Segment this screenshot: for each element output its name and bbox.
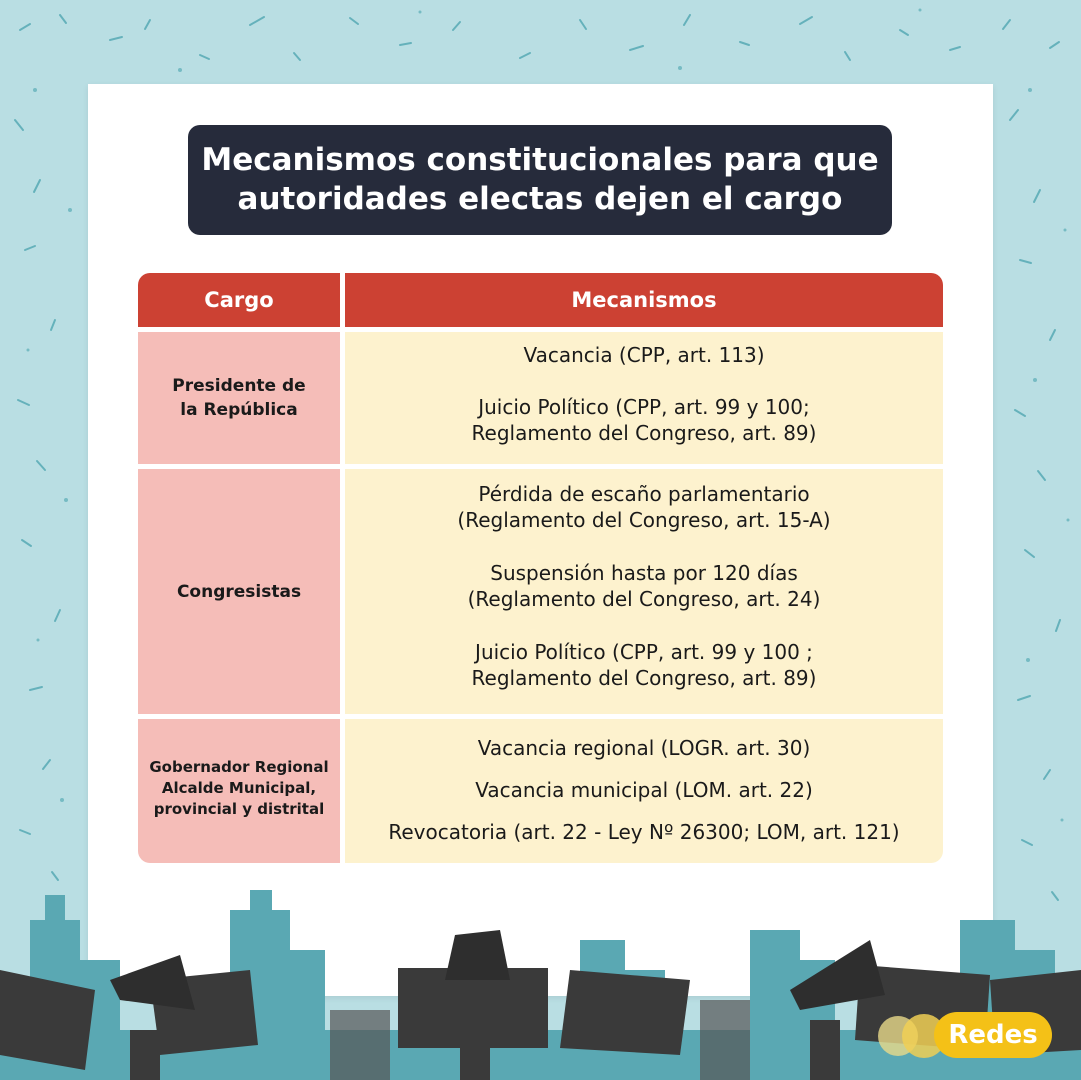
header-cargo: Cargo <box>138 273 340 327</box>
mecanismo-item: Vacancia (CPP, art. 113) <box>523 343 765 367</box>
cargo-label: Congresistas <box>176 581 302 602</box>
mecanismo-item: Revocatoria (art. 22 - Ley Nº 26300; LOM, art. 121) <box>388 820 900 844</box>
table-row-mecanismos <box>345 719 943 863</box>
logo-text: Redes <box>934 1012 1052 1058</box>
mecanismo-item: Suspensión hasta por 120 días (Reglamento del Congreso, art. 24) <box>467 561 821 611</box>
table-row-cargo <box>138 469 340 714</box>
mecanismo-item: Vacancia regional (LOGR. art. 30) <box>477 736 811 760</box>
redes-logo <box>878 1010 1054 1062</box>
mecanismo-item: Juicio Político (CPP, art. 99 y 100; Reglamento del Congreso, art. 89) <box>471 395 817 445</box>
cargo-label: Gobernador Regional Alcalde Municipal, provincial y distrital <box>149 758 329 818</box>
title-banner <box>188 125 892 235</box>
page-title: Mecanismos constitucionales para que autoridades electas dejen el cargo <box>201 142 879 217</box>
header-mecanismos: Mecanismos <box>345 273 943 327</box>
table-row-mecanismos <box>345 469 943 714</box>
table-row-cargo <box>138 332 340 464</box>
mecanismo-item: Vacancia municipal (LOM. art. 22) <box>475 778 813 802</box>
table-row-cargo <box>138 719 340 863</box>
table-row-mecanismos <box>345 332 943 464</box>
mecanismo-item: Pérdida de escaño parlamentario (Reglamento del Congreso, art. 15-A) <box>457 482 831 532</box>
cargo-label: Presidente de la República <box>172 376 306 420</box>
mecanismo-item: Juicio Político (CPP, art. 99 y 100 ; Reglamento del Congreso, art. 89) <box>471 640 817 690</box>
